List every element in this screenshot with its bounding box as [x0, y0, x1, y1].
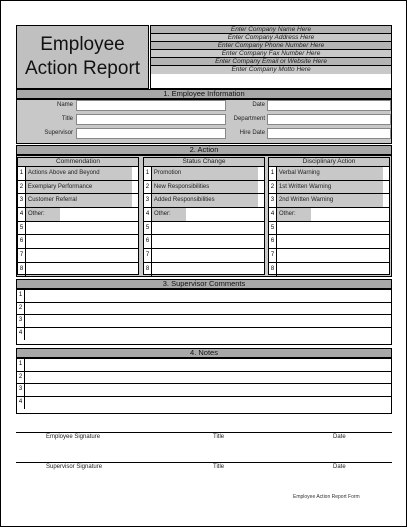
row-number: 5	[144, 222, 152, 235]
disciplinary-option: Verbal Warning	[277, 167, 383, 180]
row-number: 6	[18, 235, 26, 248]
title-line-1: Employee	[40, 34, 125, 55]
hire-date-field[interactable]	[267, 128, 391, 139]
status-change-row[interactable]	[144, 263, 264, 277]
title-field[interactable]	[76, 114, 226, 125]
row-number: 8	[269, 263, 277, 277]
commendation-row[interactable]	[18, 208, 138, 222]
department-field[interactable]	[267, 114, 391, 125]
status-change-option: Promotion	[152, 167, 258, 180]
title-line-2: Action Report	[24, 58, 141, 79]
disciplinary-option: 2nd Written Warning	[277, 194, 383, 207]
supervisor-signature-label: Supervisor Signature	[46, 464, 103, 470]
name-label: Name	[56, 102, 73, 108]
section-employee-info-header: 1. Employee Information	[16, 89, 392, 99]
row-number: 4	[18, 208, 26, 221]
row-number: 2	[17, 372, 25, 384]
disciplinary-row[interactable]	[269, 194, 389, 208]
department-label: Department	[233, 116, 265, 122]
status-change-option: Other:	[152, 208, 186, 221]
status-change-row[interactable]	[144, 222, 264, 236]
row-number: 1	[17, 359, 25, 371]
row-number: 3	[17, 315, 25, 327]
row-number: 3	[17, 384, 25, 396]
commendation-option: Exemplary Performance	[26, 181, 132, 194]
row-number: 2	[269, 181, 277, 194]
row-number: 5	[18, 222, 26, 235]
footer-text: Employee Action Report Form	[293, 494, 360, 500]
row-number: 1	[269, 167, 277, 180]
status-change-option: Added Responsibilities	[152, 194, 258, 207]
status-change-option: New Responsibilities	[152, 181, 258, 194]
form-title	[16, 25, 149, 89]
commendation-row[interactable]	[18, 263, 138, 277]
date-field[interactable]	[267, 100, 391, 111]
row-number: 1	[18, 167, 26, 180]
row-number: 1	[144, 167, 152, 180]
row-number: 4	[269, 208, 277, 221]
status-change-row[interactable]	[144, 194, 264, 208]
status-change-row[interactable]	[144, 249, 264, 263]
employee-date-label: Date	[333, 434, 346, 440]
row-number: 7	[18, 249, 26, 262]
row-number: 7	[144, 249, 152, 262]
row-number: 3	[269, 194, 277, 207]
disciplinary-column	[268, 157, 390, 275]
commendation-row[interactable]	[18, 249, 138, 263]
row-number: 6	[144, 235, 152, 248]
company-address[interactable]: Enter Company Address Here	[151, 34, 391, 42]
note-row[interactable]	[17, 384, 391, 397]
disciplinary-row[interactable]	[269, 208, 389, 222]
commendation-option: Other:	[26, 208, 60, 221]
name-field[interactable]	[76, 100, 226, 111]
supervisor-label: Supervisor	[44, 130, 73, 136]
employee-signature-label: Employee Signature	[46, 434, 101, 440]
company-motto[interactable]: Enter Company Motto Here	[151, 66, 391, 74]
section-notes-header: 4. Notes	[16, 348, 392, 358]
row-number: 2	[17, 303, 25, 315]
employee-signature-line[interactable]	[16, 432, 392, 433]
row-number: 8	[18, 263, 26, 277]
disciplinary-row[interactable]	[269, 235, 389, 249]
company-name[interactable]: Enter Company Name Here	[151, 26, 391, 34]
status-change-row[interactable]	[144, 181, 264, 195]
commendation-option: Customer Referral	[26, 194, 132, 207]
disciplinary-header: Disciplinary Action	[269, 158, 389, 167]
disciplinary-row[interactable]	[269, 249, 389, 263]
comment-row[interactable]	[17, 290, 391, 303]
disciplinary-option: Other:	[277, 208, 311, 221]
note-row[interactable]	[17, 397, 391, 410]
row-number: 8	[144, 263, 152, 277]
commendation-row[interactable]	[18, 167, 138, 181]
employee-title-label: Title	[213, 434, 225, 440]
row-number: 7	[269, 249, 277, 262]
notes-box	[16, 358, 392, 414]
row-number: 4	[144, 208, 152, 221]
disciplinary-row[interactable]	[269, 167, 389, 181]
row-number: 4	[17, 397, 25, 410]
supervisor-field[interactable]	[76, 128, 226, 139]
note-row[interactable]	[17, 372, 391, 385]
row-number: 5	[269, 222, 277, 235]
status-change-column	[143, 157, 265, 275]
section-supervisor-comments-header: 3. Supervisor Comments	[16, 279, 392, 289]
disciplinary-row[interactable]	[269, 263, 389, 277]
date-label: Date	[252, 102, 265, 108]
row-number: 3	[18, 194, 26, 207]
supervisor-title-label: Title	[213, 464, 225, 470]
commendation-row[interactable]	[18, 181, 138, 195]
row-number: 3	[144, 194, 152, 207]
comment-row[interactable]	[17, 328, 391, 341]
status-change-header: Status Change	[144, 158, 264, 167]
supervisor-comments-box	[16, 289, 392, 345]
commendation-column	[17, 157, 139, 275]
company-info-block	[150, 25, 392, 89]
status-change-row[interactable]	[144, 208, 264, 222]
commendation-row[interactable]	[18, 235, 138, 249]
section-action-header: 2. Action	[16, 145, 392, 155]
note-row[interactable]	[17, 359, 391, 372]
row-number: 2	[144, 181, 152, 194]
commendation-row[interactable]	[18, 194, 138, 208]
disciplinary-row[interactable]	[269, 181, 389, 195]
row-number: 2	[18, 181, 26, 194]
disciplinary-row[interactable]	[269, 222, 389, 236]
supervisor-date-label: Date	[333, 464, 346, 470]
row-number: 6	[269, 235, 277, 248]
commendation-row[interactable]	[18, 222, 138, 236]
status-change-row[interactable]	[144, 167, 264, 181]
disciplinary-option: 1st Written Warning	[277, 181, 383, 194]
company-email[interactable]: Enter Company Email or Website Here	[151, 58, 391, 66]
commendation-option: Actions Above and Beyond	[26, 167, 132, 180]
title-label: Title	[61, 116, 73, 122]
commendation-header: Commendation	[18, 158, 138, 167]
company-phone[interactable]: Enter Company Phone Number Here	[151, 42, 391, 50]
supervisor-signature-line[interactable]	[16, 462, 392, 463]
row-number: 1	[17, 290, 25, 302]
status-change-row[interactable]	[144, 235, 264, 249]
company-fax[interactable]: Enter Company Fax Number Here	[151, 50, 391, 58]
comment-row[interactable]	[17, 303, 391, 316]
comment-row[interactable]	[17, 315, 391, 328]
hire-date-label: Hire Date	[239, 130, 265, 136]
row-number: 4	[17, 328, 25, 341]
